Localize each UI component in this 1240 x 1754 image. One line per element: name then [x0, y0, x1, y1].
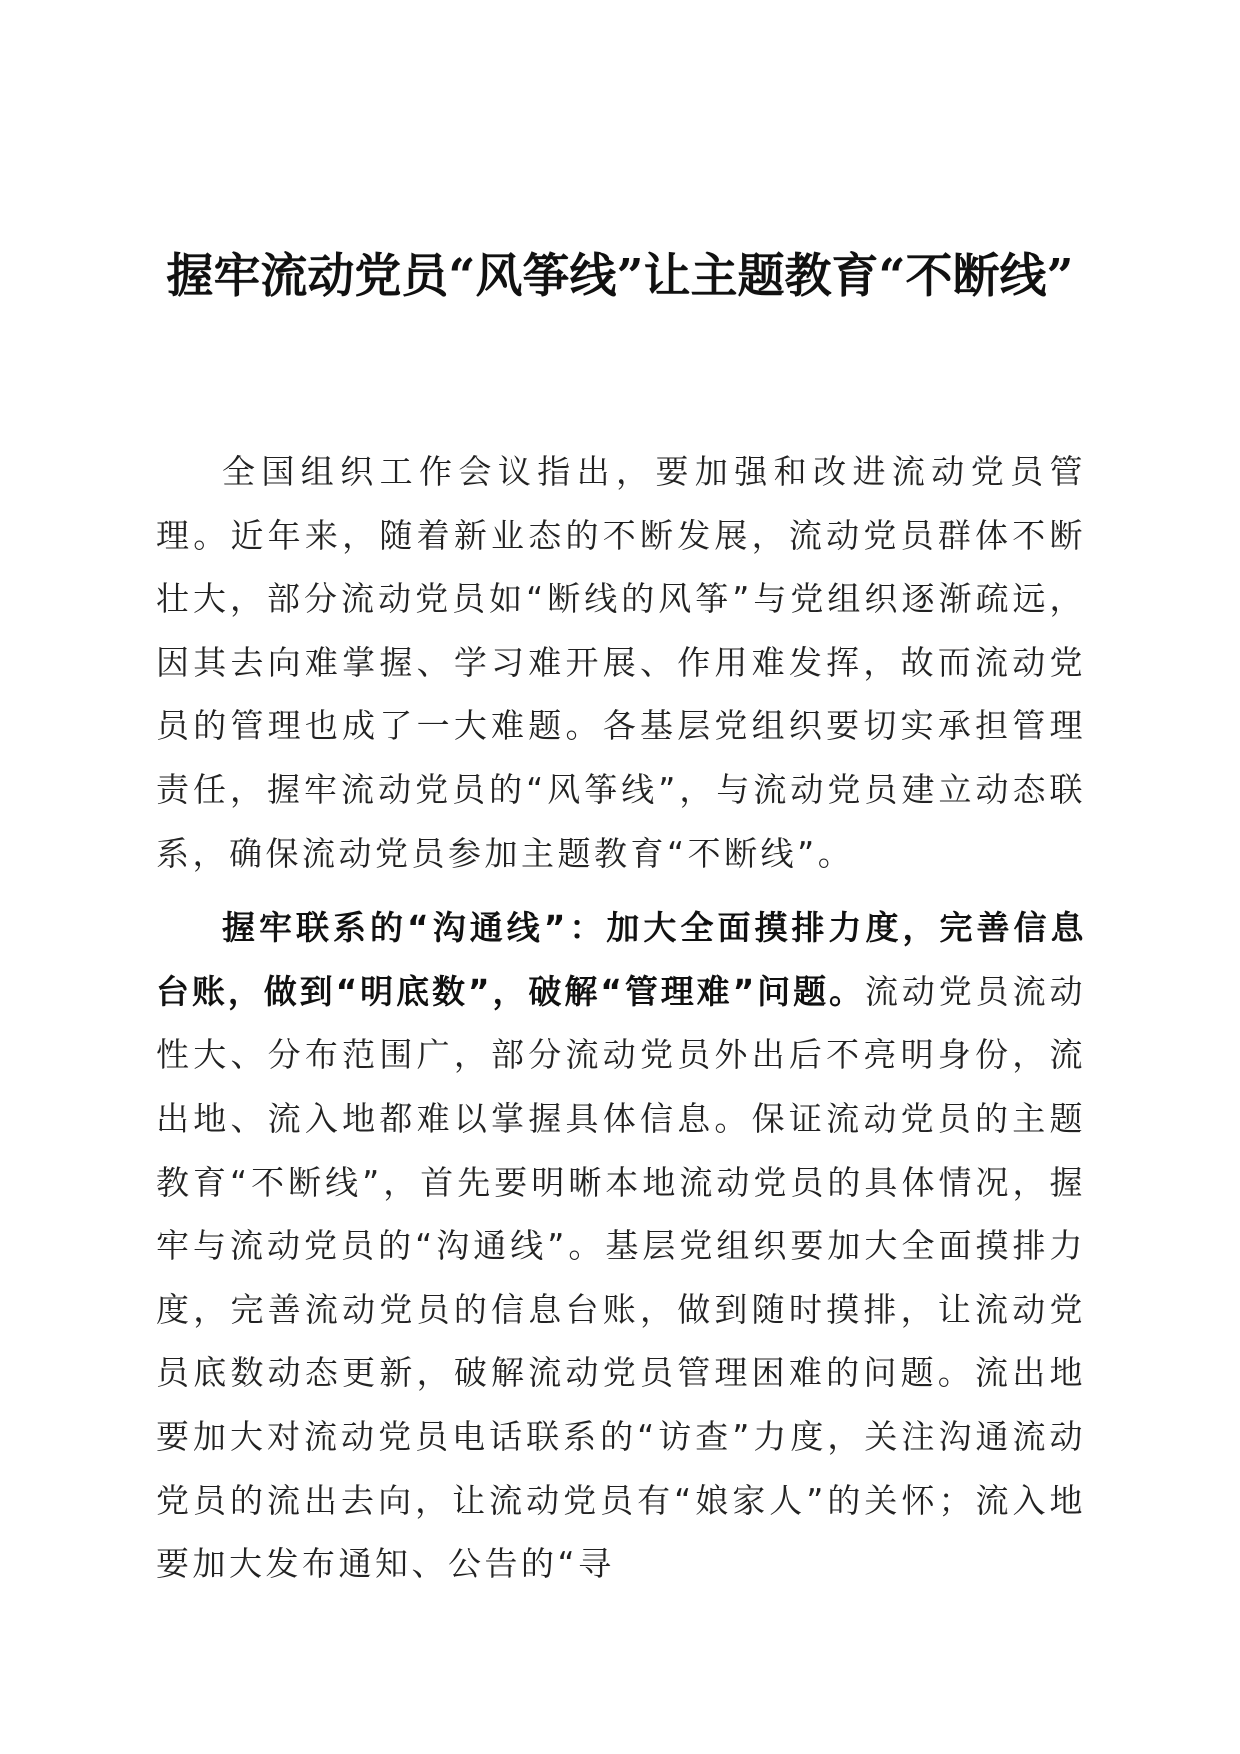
- paragraph-communication-text: 流动党员流动性大、分布范围广，部分流动党员外出后不亮明身份，流出地、流入地都难以掌握具体信息。保证流动党员的主题教育“不断线”，首先要明晰本地流动党员的具体情况，握牢与流动党员的“沟通线”。基层党组织要加大全面摸排力度，完善流动党员的信息台账，做到随时摸排，让流动党员底数动态更新，破解流动党员管理困难的问题。流出地要加大对流动党员电话联系的“访查”力度，关注沟通流动党员的流出去向，让流动党员有“娘家人”的关怀；流入地要加大发布通知、公告的“寻: [156, 971, 1087, 1584]
- document-body: [156, 440, 1086, 1596]
- paragraph-intro: [156, 440, 1086, 885]
- paragraph-lead-heading: 握牢联系的“沟通线”：加大全面摸排力度，完善信息台账，做到“明底数”，破解“管理难”问题。: [156, 908, 1086, 1011]
- paragraph-intro-text: 全国组织工作会议指出，要加强和改进流动党员管理。近年来，随着新业态的不断发展，流动党员群体不断壮大，部分流动党员如“断线的风筝”与党组织逐渐疏远，因其去向难掌握、学习难开展、作用难发挥，故而流动党员的管理也成了一大难题。各基层党组织要切实承担管理责任，握牢流动党员的“风筝线”，与流动党员建立动态联系，确保流动党员参加主题教育“不断线”。: [156, 452, 1086, 873]
- paragraph-communication-line: [156, 896, 1086, 1596]
- document-title: 握牢流动党员“风筝线”让主题教育“不断线”: [166, 249, 1074, 304]
